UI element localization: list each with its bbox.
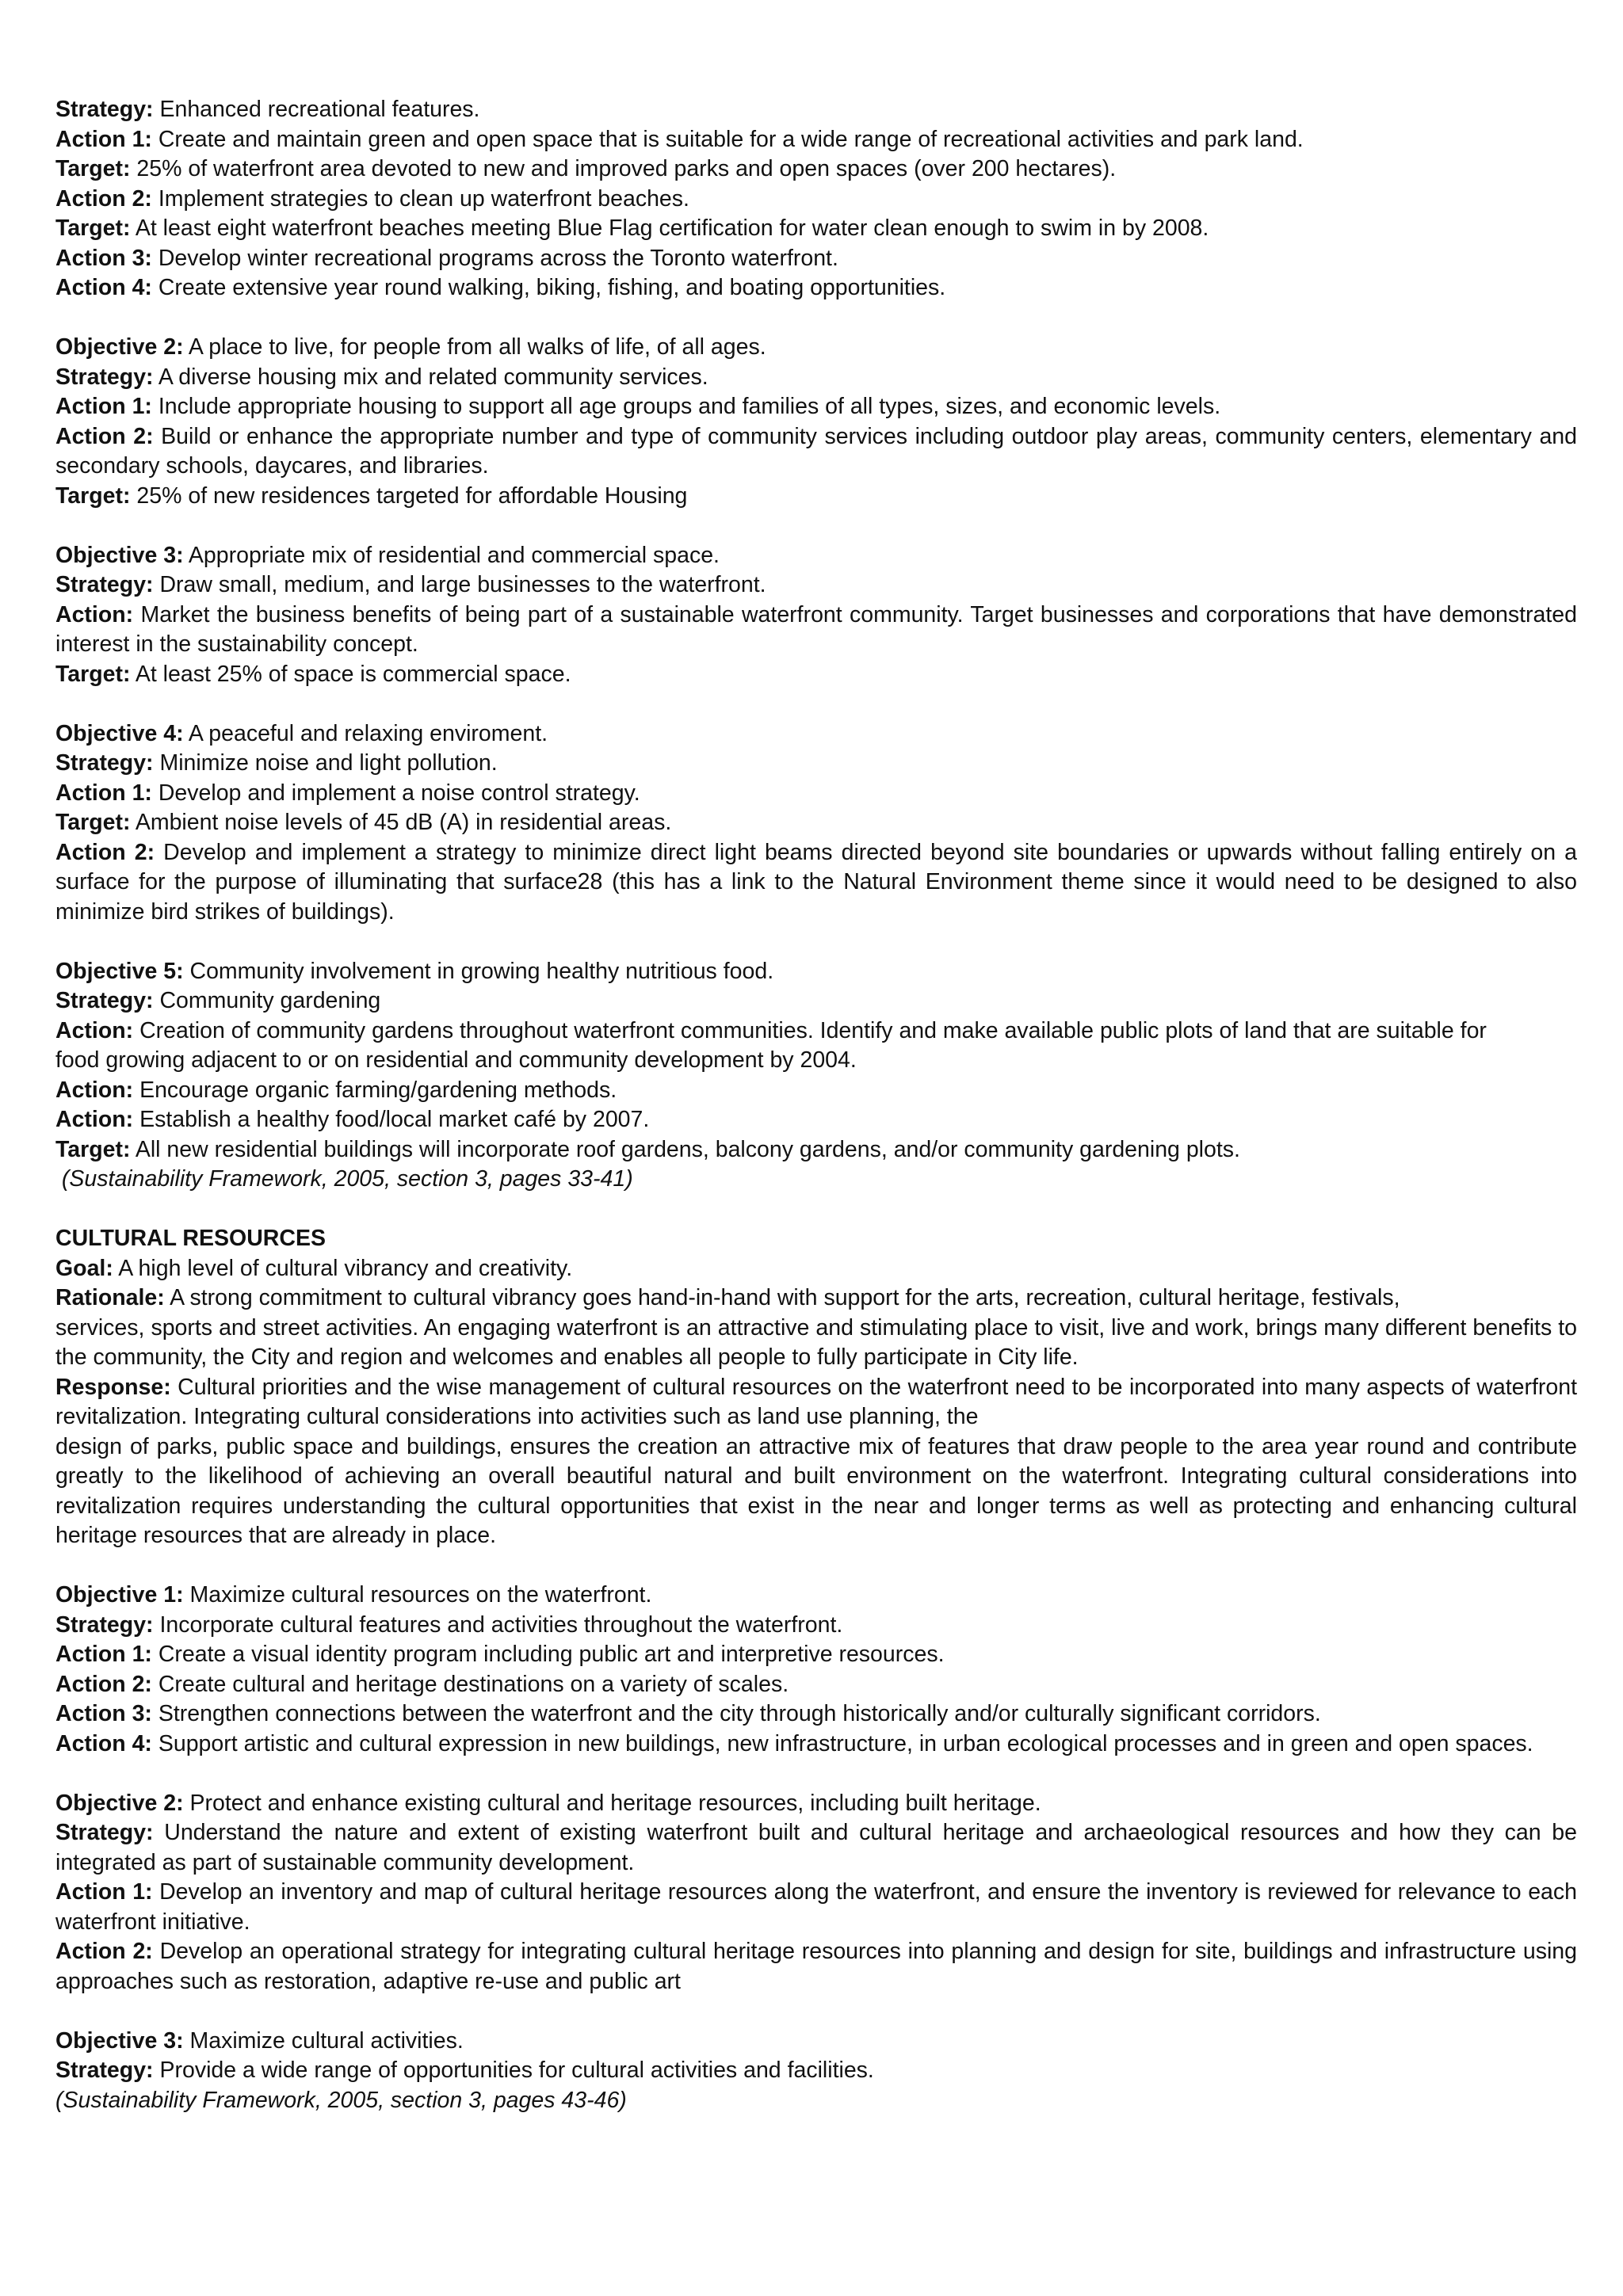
target-label: Target: bbox=[55, 482, 131, 509]
target-label: Target: bbox=[55, 1136, 131, 1162]
action-text: Include appropriate housing to support all age groups and families of all types, sizes, and economic levels. bbox=[151, 394, 1221, 419]
objective-line bbox=[55, 1789, 1577, 1819]
action-text: Strengthen connections between the waterfront and the city through historically and/or culturally significant corridors. bbox=[151, 1701, 1321, 1726]
action-label: Action: bbox=[55, 601, 134, 627]
spacer bbox=[55, 511, 1577, 541]
document-body bbox=[55, 95, 1577, 2115]
objective-text: A peaceful and relaxing enviroment. bbox=[183, 720, 548, 746]
action-line bbox=[55, 1699, 1577, 1730]
strategy-label: Strategy: bbox=[55, 364, 154, 390]
strategy-line bbox=[55, 1611, 1577, 1641]
objective-line bbox=[55, 333, 1577, 363]
objective-line bbox=[55, 1581, 1577, 1611]
strategy-line bbox=[55, 570, 1577, 601]
action-label: Action 1: bbox=[55, 1879, 153, 1905]
rationale-text: A strong commitment to cultural vibrancy goes hand-in-hand with support for the arts, recreation, cultural heritage, festivals, bbox=[164, 1285, 1400, 1310]
strategy-label: Strategy: bbox=[55, 1611, 154, 1638]
section-heading: CULTURAL RESOURCES bbox=[55, 1226, 326, 1251]
spacer bbox=[55, 1997, 1577, 2027]
target-line bbox=[55, 214, 1577, 244]
action-line bbox=[55, 1076, 1577, 1106]
action-line bbox=[55, 273, 1577, 303]
action-line bbox=[55, 185, 1577, 215]
response-continuation: design of parks, public space and buildings, ensures the creation an attractive mix of features that draw people to the area year round and contribute greatly to the likelihood of achieving an overall beautiful natural and built environment on the waterfront. Integrating cultural considerations into revitalization requires understanding the cultural opportunities that exist in the near and longer terms as well as protecting and enhancing cultural heritage resources that are already in place. bbox=[55, 1433, 1577, 1548]
target-line bbox=[55, 482, 1577, 512]
spacer bbox=[55, 1759, 1577, 1789]
action-label: Action: bbox=[55, 1107, 134, 1132]
action-label: Action 3: bbox=[55, 1701, 152, 1726]
target-label: Target: bbox=[55, 215, 131, 241]
action-paragraph bbox=[55, 601, 1577, 660]
action-paragraph bbox=[55, 422, 1577, 482]
action-label: Action: bbox=[55, 1017, 134, 1043]
strategy-text: Community gardening bbox=[153, 988, 381, 1013]
objective-text: Community involvement in growing healthy nutritious food. bbox=[183, 958, 774, 984]
action-continuation: food growing adjacent to or on residential and community development by 2004. bbox=[55, 1047, 857, 1073]
goal-line bbox=[55, 1254, 1577, 1284]
action-text: Encourage organic farming/gardening methods. bbox=[133, 1077, 617, 1103]
strategy-text: Draw small, medium, and large businesses to the waterfront. bbox=[153, 572, 766, 597]
strategy-label: Strategy: bbox=[55, 750, 154, 776]
action-label: Action 4: bbox=[55, 1730, 152, 1756]
target-text: 25% of waterfront area devoted to new and improved parks and open spaces (over 200 hectares). bbox=[130, 156, 1117, 181]
strategy-text: A diverse housing mix and related community services. bbox=[153, 364, 708, 390]
action-line bbox=[55, 1670, 1577, 1700]
strategy-text: Enhanced recreational features. bbox=[153, 97, 480, 122]
action-text: Establish a healthy food/local market café by 2007. bbox=[133, 1107, 650, 1132]
strategy-label: Strategy: bbox=[55, 1820, 154, 1845]
action-text: Creation of community gardens throughout waterfront communities. Identify and make available public plots of land that are suitable for bbox=[133, 1017, 1487, 1043]
action-text: Build or enhance the appropriate number and type of community services including outdoor play areas, community centers, elementary and secondary schools, daycares, and libraries. bbox=[55, 423, 1577, 479]
objective-label: Objective 5: bbox=[55, 958, 184, 984]
objective-label: Objective 2: bbox=[55, 1790, 184, 1816]
target-text: At least 25% of space is commercial space. bbox=[130, 661, 571, 687]
action-text: Market the business benefits of being part of a sustainable waterfront community. Target businesses and corporations that have demonstrated interest in the sustainability concept. bbox=[55, 601, 1577, 657]
target-line bbox=[55, 808, 1577, 838]
action-paragraph bbox=[55, 1730, 1577, 1760]
strategy-text: Understand the nature and extent of existing waterfront built and cultural heritage and archaeological resources and how they can be integrated as part of sustainable community development. bbox=[55, 1820, 1577, 1875]
objective-label: Objective 3: bbox=[55, 2027, 184, 2054]
objective-label: Objective 4: bbox=[55, 720, 184, 746]
strategy-line bbox=[55, 986, 1577, 1016]
action-line bbox=[55, 1105, 1577, 1135]
action-paragraph bbox=[55, 1937, 1577, 1997]
target-line bbox=[55, 1135, 1577, 1165]
goal-text: A high level of cultural vibrancy and creativity. bbox=[113, 1255, 573, 1281]
objective-text: Appropriate mix of residential and commercial space. bbox=[183, 542, 720, 568]
action-label: Action 1: bbox=[55, 394, 152, 419]
target-label: Target: bbox=[55, 661, 131, 687]
objective-text: Protect and enhance existing cultural and heritage resources, including built heritage. bbox=[183, 1790, 1041, 1816]
strategy-line bbox=[55, 95, 1577, 125]
action-text: Support artistic and cultural expression in new buildings, new infrastructure, in urban ecological processes and in green and open spaces. bbox=[151, 1730, 1533, 1756]
action-text: Create extensive year round walking, biking, fishing, and boating opportunities. bbox=[151, 275, 946, 300]
action-text: Develop an inventory and map of cultural heritage resources along the waterfront, and ensure the inventory is reviewed for relevance to each waterfront initiative. bbox=[55, 1879, 1577, 1935]
citation: (Sustainability Framework, 2005, section 3, pages 43-46) bbox=[55, 2087, 627, 2113]
target-line bbox=[55, 660, 1577, 690]
goal-label: Goal: bbox=[55, 1255, 113, 1281]
citation: (Sustainability Framework, 2005, section 3, pages 33-41) bbox=[55, 1166, 633, 1192]
target-line bbox=[55, 154, 1577, 185]
objective-label: Objective 3: bbox=[55, 542, 184, 568]
target-text: All new residential buildings will incorporate roof gardens, balcony gardens, and/or community gardening plots. bbox=[130, 1136, 1240, 1162]
action-line bbox=[55, 779, 1577, 809]
response-paragraph bbox=[55, 1373, 1577, 1432]
strategy-paragraph bbox=[55, 1818, 1577, 1878]
strategy-label: Strategy: bbox=[55, 2058, 154, 2083]
objective-line bbox=[55, 541, 1577, 571]
objective-text: A place to live, for people from all walks of life, of all ages. bbox=[183, 334, 766, 360]
action-label: Action 2: bbox=[55, 839, 155, 865]
action-label: Action: bbox=[55, 1077, 134, 1103]
action-label: Action 2: bbox=[55, 185, 152, 212]
action-line bbox=[55, 1640, 1577, 1670]
action-text: Develop and implement a strategy to minimize direct light beams directed beyond site boundaries or upwards without falling entirely on a surface for the purpose of illuminating that surface28 (this has a link to the Natural Environment theme since it would need to be designed to also minimize bird strikes of buildings). bbox=[55, 839, 1578, 925]
strategy-line bbox=[55, 749, 1577, 779]
response-label: Response: bbox=[55, 1374, 171, 1400]
rationale-continuation: services, sports and street activities. An engaging waterfront is an attractive and stimulating place to visit, live and work, brings many different benefits to the community, the City and region and welcomes and enables all people to fully participate in City life. bbox=[55, 1314, 1577, 1370]
action-paragraph bbox=[55, 1016, 1577, 1047]
action-text: Create a visual identity program including public art and interpretive resources. bbox=[151, 1642, 945, 1667]
action-text: Develop and implement a noise control strategy. bbox=[151, 780, 640, 806]
spacer bbox=[55, 689, 1577, 719]
strategy-text: Minimize noise and light pollution. bbox=[153, 750, 498, 776]
action-label: Action 1: bbox=[55, 780, 152, 806]
action-text: Develop winter recreational programs across the Toronto waterfront. bbox=[151, 245, 838, 271]
action-label: Action 2: bbox=[55, 1939, 153, 1964]
action-label: Action 4: bbox=[55, 275, 152, 300]
rationale-line bbox=[55, 1283, 1577, 1314]
action-text: Develop an operational strategy for integrating cultural heritage resources into planning and design for site, buildings and infrastructure using approaches such as restoration, adaptive re-use and public art bbox=[55, 1939, 1577, 1994]
objective-line bbox=[55, 957, 1577, 987]
target-text: Ambient noise levels of 45 dB (A) in residential areas. bbox=[130, 810, 672, 835]
action-label: Action 3: bbox=[55, 245, 152, 271]
response-text: Cultural priorities and the wise management of cultural resources on the waterfront need to be incorporated into many aspects of waterfront revitalization. Integrating cultural considerations into activities such as land use planning, the bbox=[55, 1374, 1577, 1429]
strategy-text: Incorporate cultural features and activities throughout the waterfront. bbox=[153, 1611, 843, 1638]
objective-line bbox=[55, 719, 1577, 749]
action-text: Implement strategies to clean up waterfront beaches. bbox=[151, 185, 689, 212]
action-line bbox=[55, 125, 1577, 155]
action-label: Action 1: bbox=[55, 1642, 152, 1667]
objective-text: Maximize cultural activities. bbox=[183, 2027, 464, 2054]
spacer bbox=[55, 1551, 1577, 1581]
strategy-line bbox=[55, 2056, 1577, 2086]
spacer bbox=[55, 927, 1577, 957]
target-text: 25% of new residences targeted for affordable Housing bbox=[130, 482, 688, 509]
action-text: Create and maintain green and open space that is suitable for a wide range of recreational activities and park land. bbox=[151, 126, 1304, 152]
objective-text: Maximize cultural resources on the waterfront. bbox=[183, 1582, 652, 1608]
strategy-label: Strategy: bbox=[55, 97, 154, 122]
action-line bbox=[55, 244, 1577, 274]
strategy-text: Provide a wide range of opportunities for cultural activities and facilities. bbox=[153, 2058, 874, 2083]
target-label: Target: bbox=[55, 156, 131, 181]
action-label: Action 1: bbox=[55, 126, 152, 152]
objective-label: Objective 2: bbox=[55, 334, 184, 360]
target-label: Target: bbox=[55, 810, 131, 835]
spacer bbox=[55, 1195, 1577, 1225]
spacer bbox=[55, 303, 1577, 334]
action-paragraph bbox=[55, 838, 1577, 928]
strategy-label: Strategy: bbox=[55, 988, 154, 1013]
strategy-label: Strategy: bbox=[55, 572, 154, 597]
action-paragraph bbox=[55, 1878, 1577, 1937]
action-label: Action 2: bbox=[55, 1671, 152, 1697]
rationale-label: Rationale: bbox=[55, 1285, 165, 1310]
objective-label: Objective 1: bbox=[55, 1582, 184, 1608]
objective-line bbox=[55, 2027, 1577, 2057]
action-text: Create cultural and heritage destinations on a variety of scales. bbox=[151, 1671, 789, 1697]
target-text: At least eight waterfront beaches meeting Blue Flag certification for water clean enough to swim in by 2008. bbox=[130, 215, 1209, 241]
action-line bbox=[55, 392, 1577, 422]
strategy-line bbox=[55, 363, 1577, 393]
action-label: Action 2: bbox=[55, 423, 154, 449]
